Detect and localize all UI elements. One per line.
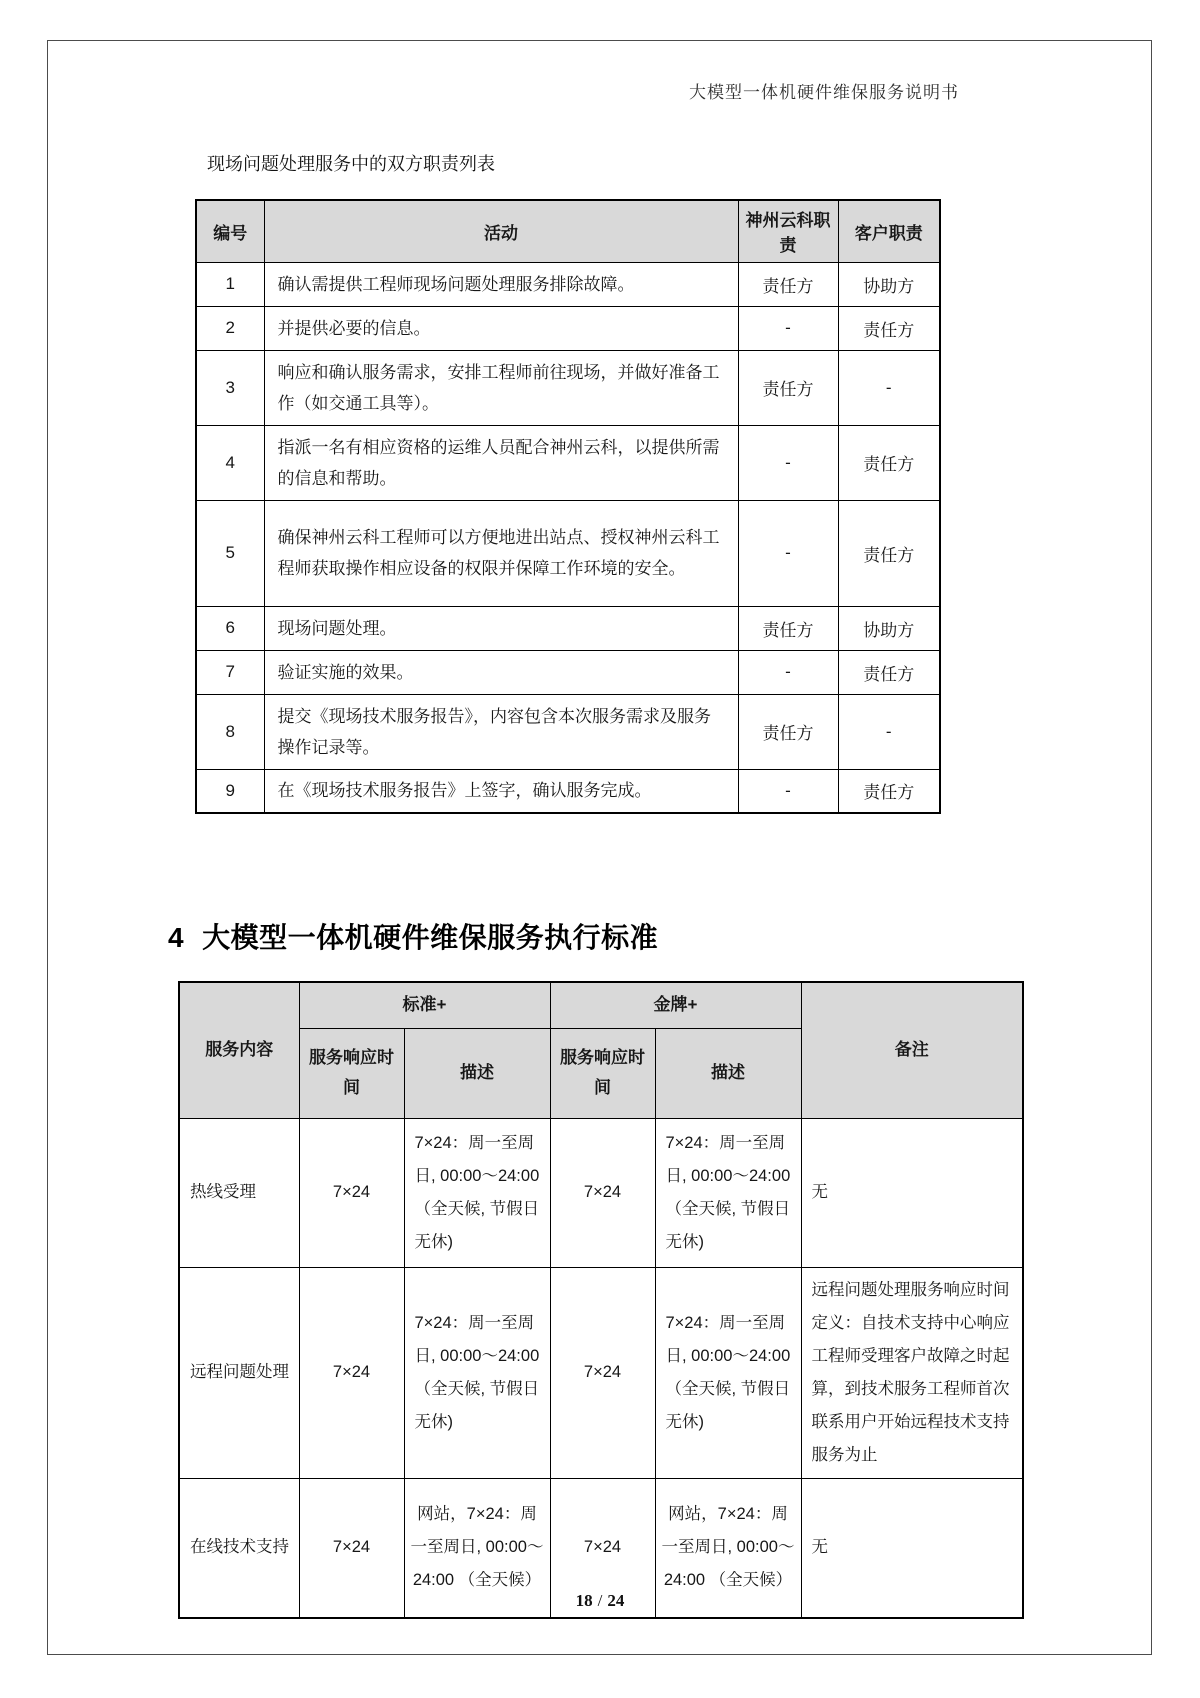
table-row	[196, 650, 940, 694]
section-title: 大模型一体机硬件维保服务执行标准	[202, 922, 659, 953]
header-cell-response-time: 服务响应时间	[299, 1028, 404, 1118]
cell-no: 1	[196, 262, 264, 306]
table-row	[196, 769, 940, 813]
cell-remark: 无	[801, 1118, 1023, 1267]
cell-gold-time: 7×24	[550, 1118, 655, 1267]
header-cell-vendor: 神州云科职责	[738, 200, 838, 262]
cell-vendor-role: 责任方	[738, 694, 838, 769]
cell-customer-role: -	[838, 694, 940, 769]
header-cell-service: 服务内容	[179, 982, 299, 1118]
cell-customer-role: 责任方	[838, 650, 940, 694]
cell-activity: 现场问题处理。	[264, 606, 738, 650]
header-cell-standard-group: 标准+	[299, 982, 550, 1028]
cell-customer-role: 责任方	[838, 425, 940, 500]
header-cell-description: 描述	[655, 1028, 801, 1118]
cell-vendor-role: -	[738, 650, 838, 694]
cell-standard-time: 7×24	[299, 1267, 404, 1478]
standards-table	[178, 981, 1024, 1619]
cell-standard-desc: 7×24：周一至周日, 00:00～24:00（全天候, 节假日无休)	[404, 1118, 550, 1267]
table-row	[196, 350, 940, 425]
cell-service: 热线受理	[179, 1118, 299, 1267]
cell-customer-role: -	[838, 350, 940, 425]
cell-gold-desc: 7×24：周一至周日, 00:00～24:00（全天候, 节假日无休)	[655, 1118, 801, 1267]
cell-no: 7	[196, 650, 264, 694]
cell-customer-role: 协助方	[838, 262, 940, 306]
section-heading	[168, 916, 658, 956]
cell-no: 5	[196, 500, 264, 606]
cell-vendor-role: 责任方	[738, 606, 838, 650]
cell-activity: 提交《现场技术服务报告》，内容包含本次服务需求及服务操作记录等。	[264, 694, 738, 769]
table-row	[196, 694, 940, 769]
cell-activity: 确保神州云科工程师可以方便地进出站点、授权神州云科工程师获取操作相应设备的权限并保障工作环境的安全。	[264, 500, 738, 606]
header-cell-activity: 活动	[264, 200, 738, 262]
header-cell-remark: 备注	[801, 982, 1023, 1118]
cell-vendor-role: -	[738, 769, 838, 813]
cell-no: 2	[196, 306, 264, 350]
table-row	[196, 262, 940, 306]
footer-current-page: 18	[575, 1591, 593, 1610]
cell-no: 4	[196, 425, 264, 500]
cell-vendor-role: -	[738, 425, 838, 500]
cell-standard-time: 7×24	[299, 1118, 404, 1267]
header-cell-response-time: 服务响应时间	[550, 1028, 655, 1118]
table-row	[196, 306, 940, 350]
cell-gold-time: 7×24	[550, 1478, 655, 1618]
cell-vendor-role: 责任方	[738, 262, 838, 306]
table-header-row	[179, 982, 1023, 1028]
cell-activity: 在《现场技术服务报告》上签字，确认服务完成。	[264, 769, 738, 813]
header-cell-no: 编号	[196, 200, 264, 262]
table-row	[196, 606, 940, 650]
table-row	[179, 1267, 1023, 1478]
cell-standard-desc: 网站，7×24：周一至周日, 00:00～24:00 （全天候）	[404, 1478, 550, 1618]
cell-customer-role: 责任方	[838, 769, 940, 813]
cell-gold-desc: 网站，7×24：周一至周日, 00:00～24:00 （全天候）	[655, 1478, 801, 1618]
responsibility-table	[195, 199, 941, 814]
cell-no: 6	[196, 606, 264, 650]
cell-activity: 确认需提供工程师现场问题处理服务排除故障。	[264, 262, 738, 306]
cell-service: 远程问题处理	[179, 1267, 299, 1478]
cell-remark: 无	[801, 1478, 1023, 1618]
cell-activity: 指派一名有相应资格的运维人员配合神州云科，以提供所需的信息和帮助。	[264, 425, 738, 500]
cell-customer-role: 责任方	[838, 500, 940, 606]
table-row	[179, 1118, 1023, 1267]
footer-separator: /	[597, 1591, 603, 1610]
cell-no: 8	[196, 694, 264, 769]
cell-standard-desc: 7×24：周一至周日, 00:00～24:00（全天候, 节假日无休)	[404, 1267, 550, 1478]
header-cell-gold-group: 金牌+	[550, 982, 801, 1028]
table-header-row	[196, 200, 940, 262]
footer-total-pages: 24	[607, 1591, 625, 1610]
cell-gold-time: 7×24	[550, 1267, 655, 1478]
cell-activity: 响应和确认服务需求，安排工程师前往现场，并做好准备工作（如交通工具等）。	[264, 350, 738, 425]
cell-vendor-role: -	[738, 306, 838, 350]
cell-activity: 并提供必要的信息。	[264, 306, 738, 350]
section-number: 4	[168, 922, 185, 953]
cell-standard-time: 7×24	[299, 1478, 404, 1618]
cell-vendor-role: 责任方	[738, 350, 838, 425]
table-row	[196, 500, 940, 606]
cell-activity: 验证实施的效果。	[264, 650, 738, 694]
intro-text: 现场问题处理服务中的双方职责列表	[207, 154, 495, 174]
cell-gold-desc: 7×24：周一至周日, 00:00～24:00（全天候, 节假日无休)	[655, 1267, 801, 1478]
cell-remark: 远程问题处理服务响应时间定义：自技术支持中心响应工程师受理客户故障之时起算，到技术服务工程师首次联系用户开始远程技术支持服务为止	[801, 1267, 1023, 1478]
header-cell-customer: 客户职责	[838, 200, 940, 262]
cell-service: 在线技术支持	[179, 1478, 299, 1618]
cell-customer-role: 协助方	[838, 606, 940, 650]
header-cell-description: 描述	[404, 1028, 550, 1118]
table-row	[196, 425, 940, 500]
cell-customer-role: 责任方	[838, 306, 940, 350]
header-title: 大模型一体机硬件维保服务说明书	[689, 83, 959, 102]
cell-no: 3	[196, 350, 264, 425]
cell-vendor-role: -	[738, 500, 838, 606]
cell-no: 9	[196, 769, 264, 813]
footer-page-number	[0, 1591, 1200, 1611]
